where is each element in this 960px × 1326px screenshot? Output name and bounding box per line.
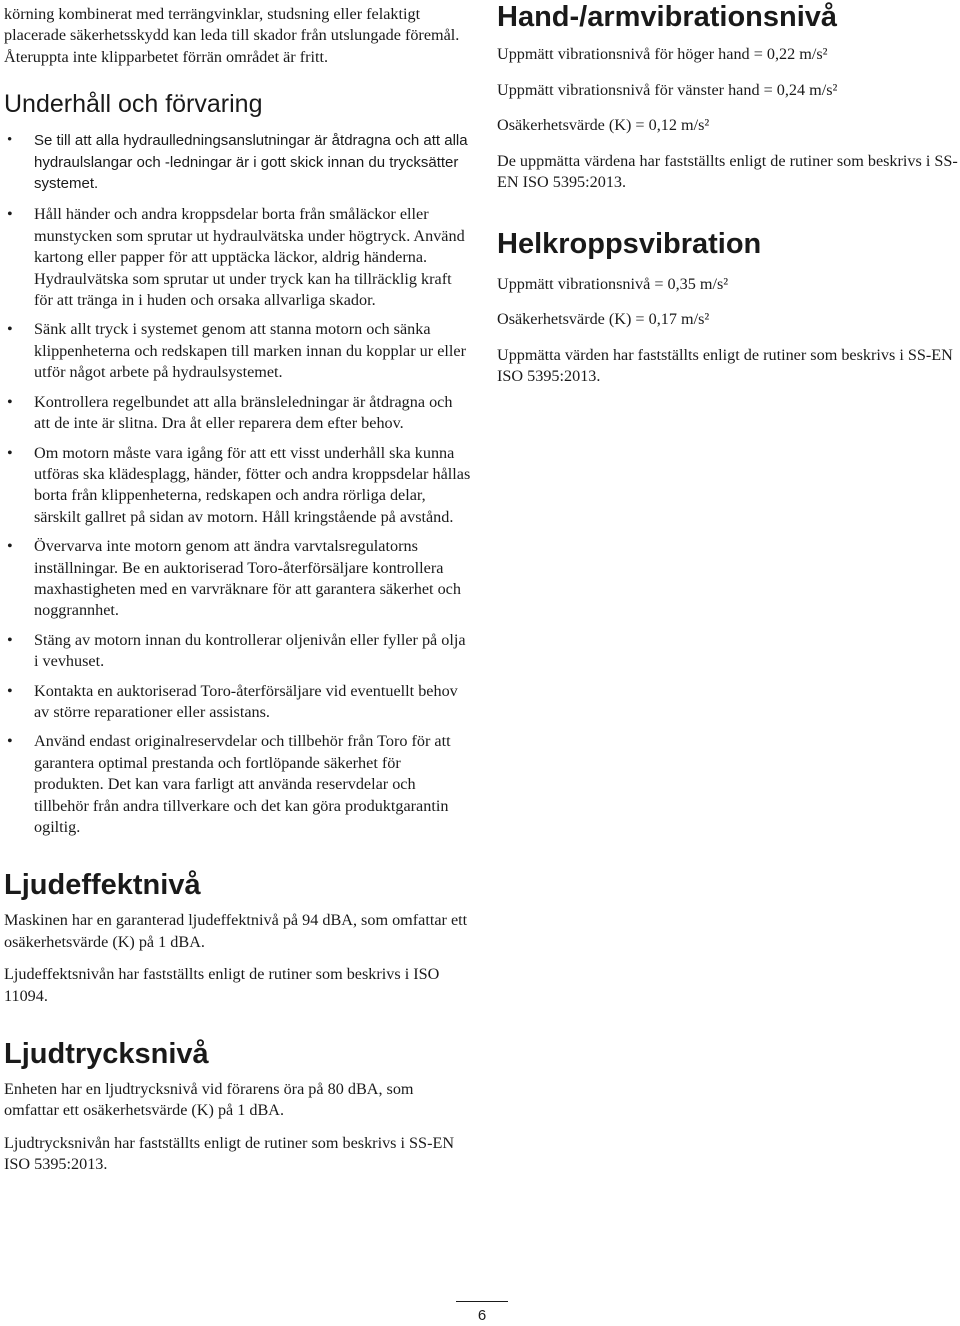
sound-power-paragraph-1: Maskinen har en garanterad ljudeffektnivå på 94 dBA, som omfattar ett osäkerhetsvärde (K) på 1 dBA.: [4, 911, 468, 951]
list-item: [4, 443, 472, 529]
left-hand-value: Uppmätt vibrationsnivå för vänster hand = 0,24 m/s²: [497, 80, 838, 99]
bullet-icon: •: [7, 392, 13, 411]
page-number: 6: [456, 1301, 508, 1326]
hand-arm-vibration-heading: Hand-/armvibrationsnivå: [497, 1, 838, 33]
bullet-icon: •: [7, 732, 13, 751]
sound-pressure-paragraph-1: Enheten har en ljudtrycksnivå vid förarens öra på 80 dBA, som omfattar ett osäkerhetsvärde (K) på 1 dBA.: [4, 1080, 414, 1120]
list-item: [4, 319, 472, 383]
list-item-text: Om motorn måste vara igång för att ett visst underhåll ska kunna utföras ska klädesplagg, händer, fötter och andra kroppsdelar hållas borta från klippenheterna, redskapen och andra rörliga delar, särskilt gallret på sidan av motorn. Håll kringstående på avstånd.: [34, 443, 471, 526]
list-item: [4, 204, 472, 311]
whole-body-uncertainty: Osäkerhetsvärde (K) = 0,17 m/s²: [497, 310, 710, 329]
list-item-text: Använd endast originalreservdelar och tillbehör från Toro för att garantera optimal prestanda och fortlöpande säkerhet för produkten. Det kan vara farligt att använda reservdelar och tillbehör från andra tillverkare och det kan göra produktgarantin ogiltig.: [34, 732, 451, 836]
sound-pressure-heading: Ljudtrycksnivå: [4, 1038, 209, 1071]
left-column: [4, 4, 472, 1186]
list-item-text: Kontakta en auktoriserad Toro-återförsäljare vid eventuellt behov av större reparationer eller assistans.: [34, 681, 458, 721]
maintenance-list: [4, 130, 472, 838]
bullet-icon: •: [7, 681, 13, 700]
intro-paragraph: körning kombinerat med terrängvinklar, studsning eller felaktigt placerade säkerhetsskydd kan leda till skador från utslungade föremål. Återuppta inte klipparbetet förrän området är fritt.: [4, 5, 460, 66]
bullet-icon: •: [7, 132, 13, 149]
right-column: [497, 0, 959, 398]
sound-power-paragraph-2: Ljudeffektsnivån har fastställts enligt de rutiner som beskrivs i ISO 11094.: [4, 965, 440, 1005]
list-item: [4, 630, 472, 673]
bullet-icon: •: [7, 205, 13, 224]
list-item-text: Håll händer och andra kroppsdelar borta från småläckor eller munstycken som sprutar ut hydraulvätska under högtryck. Använd kartong eller papper för att upptäcka läckor, aldrig händerna. Hydraulvätska som sprutar ut under tryck kan ha tillräcklig kraft för att tränga in i huden och orsaka allvarliga skador.: [34, 205, 465, 310]
list-item: [4, 731, 472, 838]
sound-pressure-paragraph-2: Ljudtrycksnivån har fastställts enligt de rutiner som beskrivs i SS-EN ISO 5395:2013.: [4, 1133, 455, 1174]
list-item: [4, 681, 472, 724]
list-item-text: Kontrollera regelbundet att alla bränsleledningar är åtdragna och att de inte är slitna. Dra åt eller reparera dem efter behov.: [34, 392, 453, 433]
bullet-icon: •: [7, 537, 13, 556]
whole-body-vibration-heading: Helkroppsvibration: [497, 227, 762, 260]
sound-power-heading: Ljudeffektnivå: [4, 869, 201, 902]
hand-arm-uncertainty: Osäkerhetsvärde (K) = 0,12 m/s²: [497, 116, 710, 135]
bullet-icon: •: [7, 630, 13, 649]
list-item: [4, 130, 472, 194]
list-item-text: Stäng av motorn innan du kontrollerar oljenivån eller fyller på olja i vevhuset.: [34, 630, 466, 671]
whole-body-measured: Uppmätt vibrationsnivå = 0,35 m/s²: [497, 274, 729, 293]
list-item-text: Övervarva inte motorn genom att ändra varvtalsregulatorns inställningar. Be en auktoriserad Toro-återförsäljare kontrollera maxhastigheten med en varvräknare för att garantera säkerhet och noggrannhet.: [34, 537, 461, 620]
bullet-icon: •: [7, 320, 13, 339]
hand-arm-note: De uppmätta värdena har fastställts enligt de rutiner som beskrivs i SS-EN ISO 5395:2013.: [497, 151, 958, 192]
list-item-text: Sänk allt tryck i systemet genom att stanna motorn och sänka klippenheterna och redskapen till marken innan du kopplar ur eller utför något arbete på hydraulsystemet.: [34, 320, 466, 382]
list-item: [4, 536, 472, 622]
list-item-text: Se till att alla hydraulledningsanslutningar är åtdragna och att alla hydraulslangar och -ledningar är i gott skick innan du trycksätter systemet.: [34, 132, 468, 193]
maintenance-heading: Underhåll och förvaring: [4, 90, 263, 119]
bullet-icon: •: [7, 443, 13, 462]
list-item: [4, 392, 472, 435]
whole-body-note: Uppmätta värden har fastställts enligt de rutiner som beskrivs i SS-EN ISO 5395:2013.: [497, 345, 953, 386]
right-hand-value: Uppmätt vibrationsnivå för höger hand = 0,22 m/s²: [497, 45, 828, 63]
